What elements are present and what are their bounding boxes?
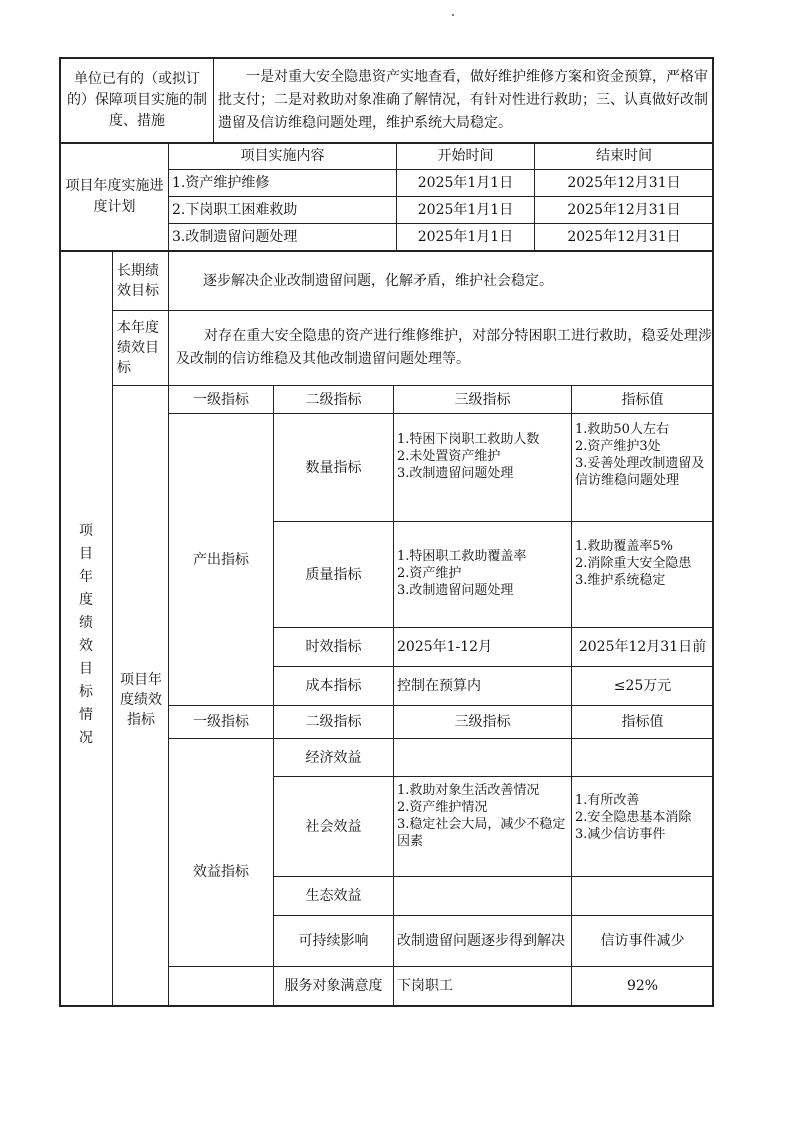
schedule-row-1-content: 1.资产维护维修: [172, 175, 270, 191]
quantity-level3-item: 3.改制遗留问题处理: [397, 466, 514, 481]
annual-goal-label-text: 本年度绩效目标: [117, 320, 159, 376]
ecological-level2: 生态效益: [305, 888, 362, 904]
quantity-level3: [397, 431, 567, 482]
schedule-header-start: 开始时间: [437, 148, 494, 164]
vline: [112, 250, 113, 1007]
schedule-header-end: 结束时间: [596, 148, 652, 164]
ind-header2-value: 指标值: [621, 714, 664, 730]
quantity-level3-item: 1.特困下岗职工救助人数: [397, 432, 540, 447]
quality-level3-item: 2.资产维护: [397, 566, 462, 581]
timeliness-level2: 时效指标: [305, 639, 362, 655]
ecological-value: [572, 877, 713, 915]
measures-label: [61, 59, 213, 142]
cost-level2: 成本指标: [305, 678, 362, 694]
schedule-row-2-start: 2025年1月1日: [417, 202, 514, 218]
long-term-label-text: 长期绩效目标: [117, 262, 159, 299]
schedule-label: [61, 143, 168, 250]
quantity-value: [575, 421, 709, 489]
schedule-label-text: 项目年度实施进度计划: [65, 177, 164, 215]
satisfaction-value: 92%: [626, 978, 659, 994]
schedule-row-2-end: 2025年12月31日: [567, 202, 681, 218]
ind-header2-level3: 三级指标: [454, 714, 511, 730]
satisfaction-level3: 下岗职工: [397, 978, 453, 994]
schedule-row-1-start: 2025年1月1日: [417, 175, 514, 191]
economic-level2: 经济效益: [305, 749, 362, 766]
social-value: [575, 792, 709, 843]
ecological-level3: [394, 877, 571, 915]
social-level2: 社会效益: [305, 818, 362, 835]
output-level1: 产出指标: [193, 551, 249, 568]
long-term-text: 逐步解决企业改制遗留问题，化解矛盾，维护社会稳定。: [203, 272, 553, 289]
quality-level3-item: 1.特困职工救助覆盖率: [397, 549, 527, 564]
schedule-header-content: 项目实施内容: [240, 148, 325, 164]
quality-level2: 质量指标: [305, 566, 362, 583]
social-level3-item: 3.稳定社会大局，减少不稳定因素: [397, 817, 566, 849]
indicator-label: [114, 660, 168, 740]
social-level3-item: 2.资产维护情况: [397, 800, 488, 815]
timeliness-level3: 2025年1-12月: [397, 639, 493, 655]
vline: [213, 57, 214, 142]
quality-level3: [397, 548, 567, 599]
quality-value-item: 3.维护系统稳定: [575, 573, 666, 588]
ind-header2-level2: 二级指标: [305, 714, 362, 730]
quality-value-item: 1.救助覆盖率5%: [575, 539, 674, 554]
schedule-row-1-end: 2025年12月31日: [567, 175, 681, 191]
quantity-value-item: 3.妥善处理改制遗留及信访维稳问题处理: [575, 456, 705, 488]
schedule-row-3-start: 2025年1月1日: [417, 229, 514, 245]
economic-value: [572, 739, 713, 776]
economic-level3: [394, 739, 571, 776]
hline: [112, 310, 714, 311]
schedule-row-3-end: 2025年12月31日: [567, 229, 681, 245]
cost-level3: 控制在预算内: [397, 678, 481, 694]
social-value-item: 2.安全隐患基本消除: [575, 810, 692, 825]
ind-header-value: 指标值: [621, 391, 664, 408]
measures-content: 一是对重大安全隐患资产实地查看，做好维护维修方案和资金预算，严格审批支付；二是对救助对象准确了解情况，有针对性进行救助；三、认真做好改制遗留及信访维稳问题处理，维护系统大局稳定。: [218, 69, 708, 131]
ind-header-level1: 一级指标: [193, 391, 249, 408]
long-term-label: [114, 251, 168, 310]
quality-level3-item: 3.改制遗留问题处理: [397, 583, 514, 598]
quality-value-item: 2.消除重大安全隐患: [575, 556, 692, 571]
cost-value: ≤25万元: [613, 678, 672, 694]
social-value-item: 3.减少信访事件: [575, 827, 666, 842]
social-level3-item: 1.救助对象生活改善情况: [397, 783, 540, 798]
benefit-level1: 效益指标: [193, 864, 249, 880]
schedule-row-2-content: 2.下岗职工困难救助: [172, 202, 298, 218]
quantity-level2: 数量指标: [305, 459, 362, 476]
annual-goal-text: 对存在重大安全隐患的资产进行维修维护，对部分特困职工进行救助，稳妥处理涉及改制的信访维稳及其他改制遗留问题处理等。: [176, 328, 712, 367]
quantity-level3-item: 2.未处置资产维护: [397, 449, 501, 464]
quantity-value-item: 2.资产维护3处: [575, 439, 661, 454]
quantity-value-item: 1.救助50人左右: [575, 422, 669, 437]
ind-header-level3: 三级指标: [454, 391, 511, 408]
sustainable-value: 信访事件减少: [600, 933, 685, 949]
measures-label-text: 单位已有的（或拟订的）保障项目实施的制度、措施: [67, 71, 207, 129]
goals-outer-label: 项目年度绩效目标情况: [79, 523, 93, 746]
quality-value: [575, 538, 709, 589]
social-value-item: 1.有所改善: [575, 793, 640, 808]
sustainable-level2: 可持续影响: [298, 933, 369, 949]
ind-header-level2: 二级指标: [305, 391, 362, 408]
indicator-label-text: 项目年度绩效指标: [120, 672, 162, 728]
timeliness-value: 2025年12月31日前: [578, 639, 707, 655]
schedule-row-3-content: 3.改制遗留问题处理: [172, 229, 298, 245]
ind-header2-level1: 一级指标: [193, 714, 249, 730]
satisfaction-level2: 服务对象满意度: [284, 978, 383, 994]
annual-goal-label: [114, 311, 168, 385]
sustainable-level3: 改制遗留问题逐步得到解决: [397, 933, 565, 949]
social-level3: [397, 782, 567, 850]
scan-dot: [452, 14, 454, 16]
